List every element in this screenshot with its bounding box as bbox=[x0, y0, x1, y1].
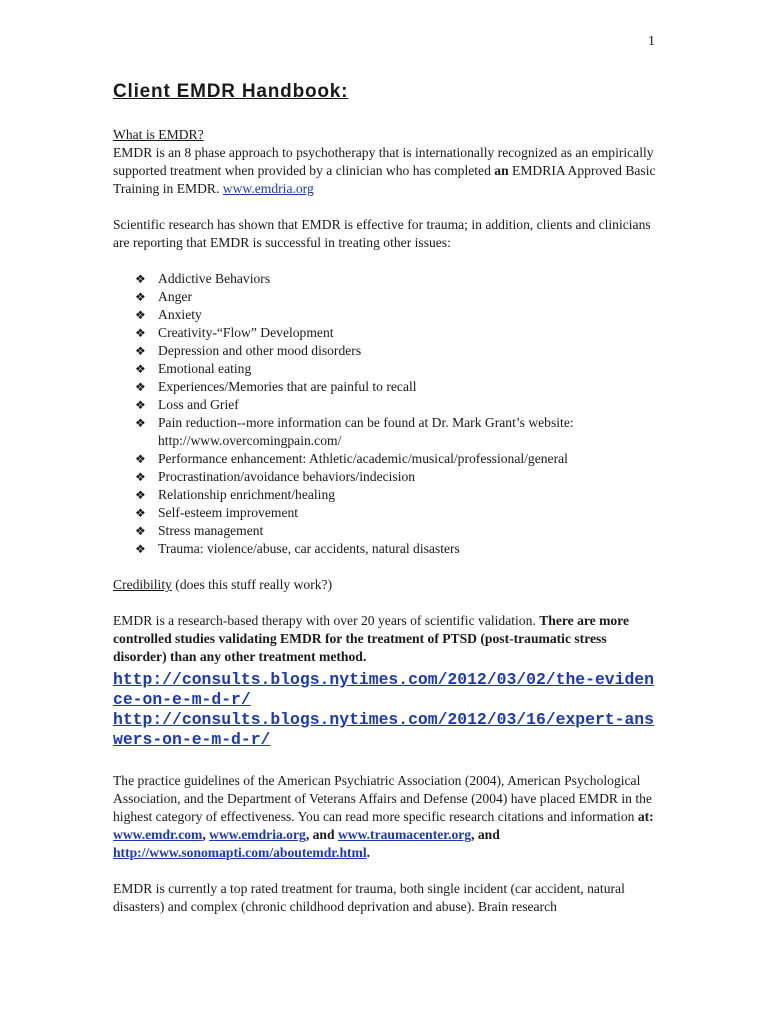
list-item bbox=[113, 450, 658, 468]
list-item-text: Procrastination/avoidance behaviors/indecision bbox=[158, 469, 416, 484]
diamond-bullet-icon: ❖ bbox=[135, 452, 146, 466]
diamond-bullet-icon: ❖ bbox=[135, 416, 146, 430]
list-item bbox=[113, 486, 658, 504]
what-is-emdr-section bbox=[113, 126, 658, 198]
list-item-text: Self-esteem improvement bbox=[158, 505, 299, 520]
diamond-bullet-icon: ❖ bbox=[135, 362, 146, 376]
diamond-bullet-icon: ❖ bbox=[135, 470, 146, 484]
list-item-text: Creativity-“Flow” Development bbox=[158, 325, 334, 340]
page-number: 1 bbox=[648, 34, 655, 49]
guidelines-at: at: bbox=[637, 809, 654, 824]
list-item-text: Anger bbox=[158, 289, 192, 304]
list-item bbox=[113, 306, 658, 324]
period: . bbox=[366, 845, 371, 860]
conditions-list bbox=[113, 270, 658, 558]
list-item bbox=[113, 540, 658, 558]
list-item bbox=[113, 360, 658, 378]
list-item-text: Performance enhancement: Athletic/academic/musical/professional/general bbox=[158, 451, 568, 466]
list-item bbox=[113, 288, 658, 306]
what-is-emdr-text bbox=[113, 144, 658, 198]
diamond-bullet-icon: ❖ bbox=[135, 308, 146, 322]
list-item-text: Loss and Grief bbox=[158, 397, 239, 412]
nytimes-links bbox=[113, 670, 658, 750]
list-item bbox=[113, 342, 658, 360]
credibility-subtitle: (does this stuff really work?) bbox=[171, 577, 333, 592]
emdria-link[interactable]: www.emdria.org bbox=[222, 181, 314, 196]
diamond-bullet-icon: ❖ bbox=[135, 524, 146, 538]
credibility-paragraph bbox=[113, 612, 658, 666]
diamond-bullet-icon: ❖ bbox=[135, 326, 146, 340]
diamond-bullet-icon: ❖ bbox=[135, 506, 146, 520]
list-item-text: Relationship enrichment/healing bbox=[158, 487, 336, 502]
list-item bbox=[113, 414, 658, 450]
guidelines-text: The practice guidelines of the American Psychiatric Association (2004), American Psychological Association, and the Department of Veterans Affairs and Defense (2004) have placed EMDR in the highest category of effectiveness. You can read more specific research citations and information bbox=[113, 773, 652, 824]
list-item bbox=[113, 396, 658, 414]
what-is-text-part: EMDRIA Approved Basic Training in EMDR. bbox=[113, 163, 656, 196]
guidelines-paragraph bbox=[113, 772, 658, 862]
list-item-text: Experiences/Memories that are painful to recall bbox=[158, 379, 417, 394]
separator: , and bbox=[305, 827, 335, 842]
list-item-text: Emotional eating bbox=[158, 361, 252, 376]
list-item-text: Anxiety bbox=[158, 307, 202, 322]
list-item bbox=[113, 468, 658, 486]
what-is-text-part: EMDR is an 8 phase approach to psychotherapy that is internationally recognized as an empirically supported treatment when provided by a clinician who has completed bbox=[113, 145, 654, 178]
diamond-bullet-icon: ❖ bbox=[135, 398, 146, 412]
research-paragraph: Scientific research has shown that EMDR is effective for trauma; in addition, clients and clinicians are reporting that EMDR is successful in treating other issues: bbox=[113, 217, 651, 250]
list-item bbox=[113, 504, 658, 522]
list-item-text: Pain reduction--more information can be found at Dr. Mark Grant’s website: http://www.overcomingpain.com/ bbox=[158, 415, 574, 448]
credibility-heading: Credibility bbox=[113, 577, 172, 592]
list-item bbox=[113, 522, 658, 540]
diamond-bullet-icon: ❖ bbox=[135, 380, 146, 394]
diamond-bullet-icon: ❖ bbox=[135, 272, 146, 286]
credibility-bold-text: There are more controlled studies validating EMDR for the treatment of PTSD (post-traumatic stress disorder) than any other treatment method. bbox=[113, 613, 630, 664]
list-item bbox=[113, 378, 658, 396]
separator: , and bbox=[471, 827, 500, 842]
diamond-bullet-icon: ❖ bbox=[135, 488, 146, 502]
nytimes-expert-answers-link[interactable]: http://consults.blogs.nytimes.com/2012/03/16/expert-answers-on-e-m-d-r/ bbox=[113, 710, 654, 749]
list-item bbox=[113, 270, 658, 288]
credibility-text: EMDR is a research-based therapy with over 20 years of scientific validation. bbox=[113, 613, 540, 628]
diamond-bullet-icon: ❖ bbox=[135, 290, 146, 304]
separator: , bbox=[202, 827, 210, 842]
list-item-text: Trauma: violence/abuse, car accidents, natural disasters bbox=[158, 541, 460, 556]
list-item-text: Addictive Behaviors bbox=[158, 271, 271, 286]
diamond-bullet-icon: ❖ bbox=[135, 542, 146, 556]
traumacenter-link[interactable]: www.traumacenter.org bbox=[337, 827, 472, 842]
what-is-bold-word: an bbox=[494, 163, 509, 178]
emdr-com-link[interactable]: www.emdr.com bbox=[113, 827, 203, 842]
list-item-text: Depression and other mood disorders bbox=[158, 343, 362, 358]
sonomapti-link[interactable]: http://www.sonomapti.com/aboutemdr.html bbox=[113, 845, 367, 860]
what-is-emdr-heading: What is EMDR? bbox=[113, 127, 204, 142]
nytimes-evidence-link[interactable]: http://consults.blogs.nytimes.com/2012/03/02/the-evidence-on-e-m-d-r/ bbox=[113, 670, 654, 709]
emdria-org-link[interactable]: www.emdria.org bbox=[209, 827, 306, 842]
credibility-heading-line bbox=[113, 576, 658, 594]
diamond-bullet-icon: ❖ bbox=[135, 344, 146, 358]
document-title: Client EMDR Handbook: bbox=[113, 81, 349, 102]
document-body bbox=[113, 80, 658, 916]
top-rated-paragraph: EMDR is currently a top rated treatment for trauma, both single incident (car accident, natural disasters) and complex (chronic childhood deprivation and abuse). Brain research bbox=[113, 881, 625, 914]
list-item-text: Stress management bbox=[158, 523, 264, 538]
list-item bbox=[113, 324, 658, 342]
